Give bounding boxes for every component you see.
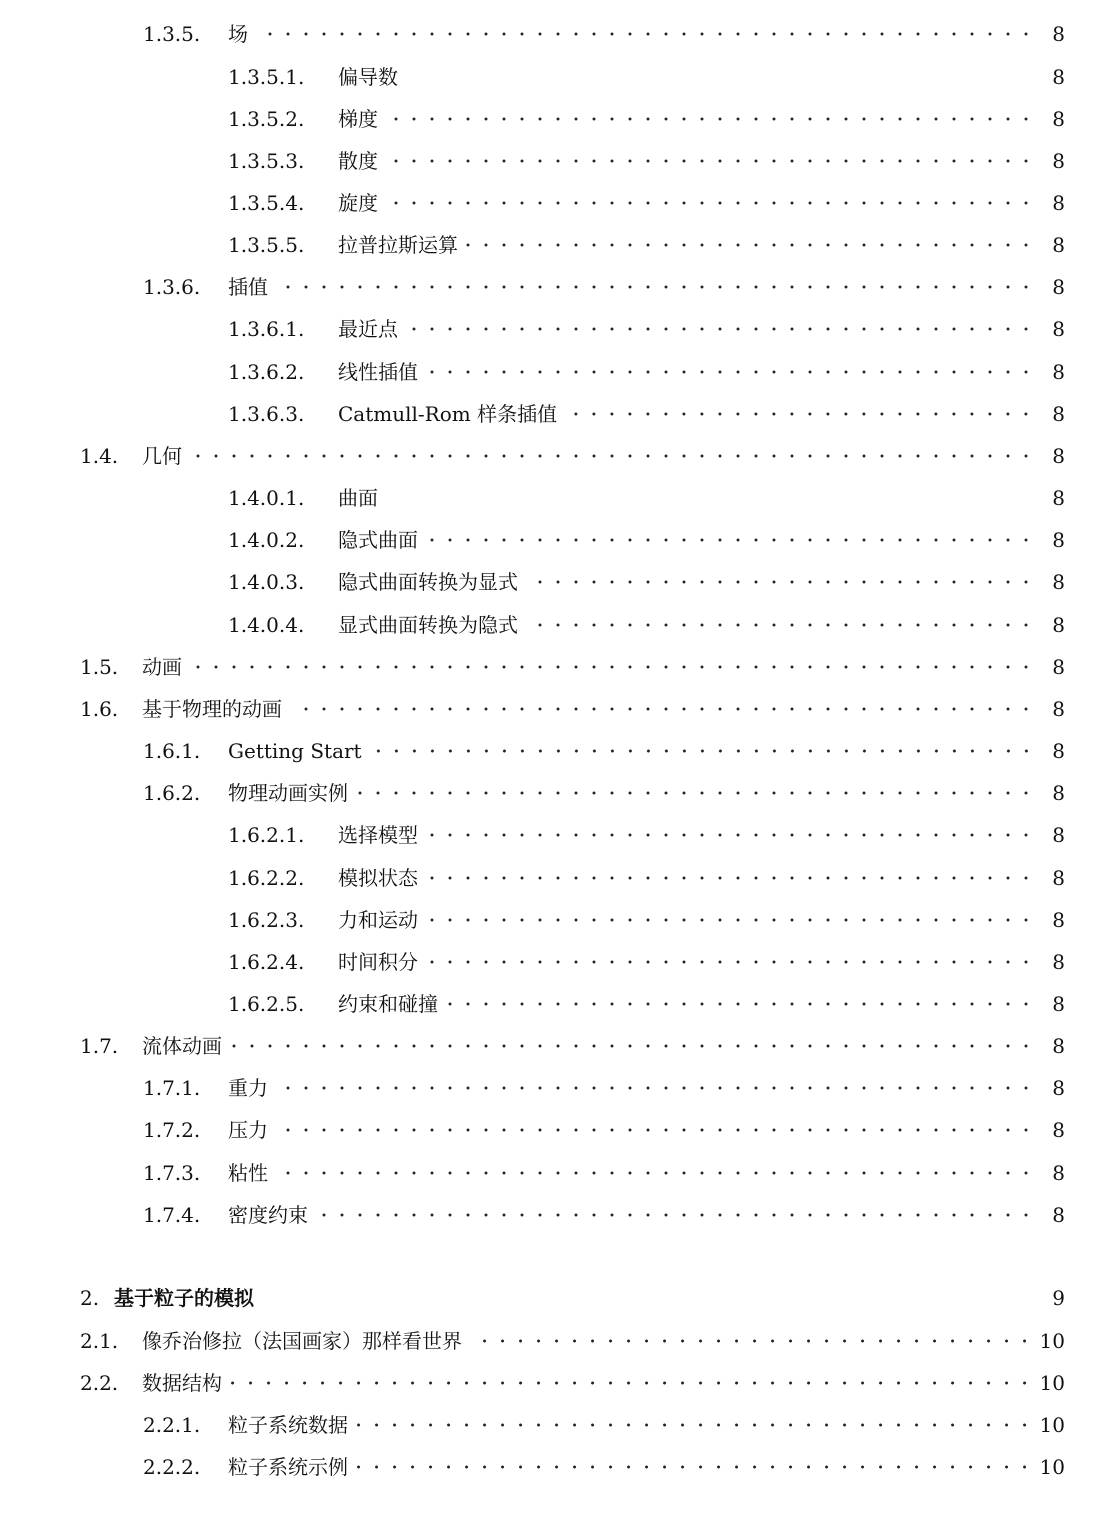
- dot-leader: [426, 524, 1035, 556]
- entry-page: 8: [1052, 402, 1065, 426]
- entry-number: 2.: [80, 1286, 100, 1310]
- toc-entry[interactable]: [228, 482, 1065, 514]
- toc-entry[interactable]: [228, 566, 1065, 598]
- entry-page: 8: [1052, 613, 1065, 637]
- entry-number: 1.4.: [80, 444, 119, 468]
- entry-number: 2.1.: [80, 1329, 119, 1353]
- entry-title: 重力: [228, 1076, 268, 1100]
- dot-leader: [230, 1030, 1035, 1062]
- entry-title: 基于粒子的模拟: [114, 1286, 254, 1310]
- toc-entry[interactable]: [143, 1409, 1065, 1441]
- toc-entry[interactable]: [228, 609, 1065, 641]
- entry-title: 力和运动: [338, 908, 418, 932]
- entry-number: 1.3.5.1.: [228, 65, 305, 89]
- entry-number: 1.4.0.3.: [228, 570, 305, 594]
- toc-entry[interactable]: [228, 524, 1065, 556]
- entry-number: 1.3.6.3.: [228, 402, 305, 426]
- entry-title: 旋度: [338, 191, 378, 215]
- entry-title: 拉普拉斯运算: [338, 233, 458, 257]
- entry-title: 数据结构: [142, 1371, 222, 1395]
- dot-leader: [446, 988, 1035, 1020]
- toc-entry[interactable]: [80, 651, 1065, 683]
- entry-number: 1.3.5.3.: [228, 149, 305, 173]
- entry-page: 8: [1052, 360, 1065, 384]
- dot-leader: [190, 440, 1035, 472]
- entry-number: 2.2.2.: [143, 1455, 201, 1479]
- entry-number: 1.3.6.1.: [228, 317, 305, 341]
- entry-page: 8: [1052, 444, 1065, 468]
- entry-title: 粘性: [228, 1161, 268, 1185]
- entry-number: 1.7.2.: [143, 1118, 201, 1142]
- dot-leader: [230, 1367, 1034, 1399]
- toc-entry[interactable]: [228, 229, 1065, 261]
- toc-entry[interactable]: [228, 103, 1065, 135]
- entry-page: 8: [1052, 655, 1065, 679]
- entry-page: 9: [1052, 1286, 1065, 1310]
- dot-leader: [526, 609, 1035, 641]
- entry-page: 8: [1052, 107, 1065, 131]
- toc-entry[interactable]: [80, 1367, 1065, 1399]
- entry-title: 场: [228, 22, 248, 46]
- entry-title: 流体动画: [142, 1034, 222, 1058]
- dot-leader: [406, 313, 1035, 345]
- toc-entry[interactable]: [228, 398, 1065, 430]
- toc-entry[interactable]: [80, 1325, 1065, 1357]
- dot-leader: [470, 1325, 1034, 1357]
- dot-leader: [466, 229, 1035, 261]
- entry-page: 8: [1052, 233, 1065, 257]
- toc-entry[interactable]: [228, 946, 1065, 978]
- toc-chapter-entry[interactable]: [80, 1282, 1065, 1314]
- entry-page: 8: [1052, 950, 1065, 974]
- toc-entry[interactable]: [80, 1030, 1065, 1062]
- entry-number: 1.3.5.: [143, 22, 201, 46]
- toc-entry[interactable]: [143, 1114, 1065, 1146]
- entry-title: Getting Start: [228, 739, 362, 763]
- entry-title: 线性插值: [338, 360, 418, 384]
- entry-page: 8: [1052, 191, 1065, 215]
- entry-number: 1.3.5.4.: [228, 191, 305, 215]
- entry-title: 压力: [228, 1118, 268, 1142]
- toc-entry[interactable]: [143, 777, 1065, 809]
- dot-leader: [386, 187, 1035, 219]
- entry-number: 1.6.: [80, 697, 119, 721]
- entry-title: 隐式曲面: [338, 528, 418, 552]
- toc-entry[interactable]: [80, 693, 1065, 725]
- entry-title: 密度约束: [228, 1203, 308, 1227]
- entry-number: 1.3.6.2.: [228, 360, 305, 384]
- dot-leader: [386, 103, 1035, 135]
- entry-number: 1.7.: [80, 1034, 119, 1058]
- dot-leader: [426, 356, 1035, 388]
- entry-page: 8: [1052, 486, 1065, 510]
- entry-title: Catmull-Rom 样条插值: [338, 402, 558, 426]
- dot-leader: [356, 777, 1035, 809]
- entry-page: 8: [1052, 275, 1065, 299]
- entry-page: 10: [1039, 1455, 1065, 1479]
- entry-number: 1.7.1.: [143, 1076, 201, 1100]
- entry-number: 1.7.4.: [143, 1203, 201, 1227]
- entry-number: 1.6.2.4.: [228, 950, 305, 974]
- entry-number: 1.3.5.2.: [228, 107, 305, 131]
- dot-leader: [370, 735, 1035, 767]
- entry-title: 偏导数: [338, 65, 398, 89]
- toc-entry[interactable]: [143, 1199, 1065, 1231]
- entry-number: 1.5.: [80, 655, 119, 679]
- entry-page: 8: [1052, 317, 1065, 341]
- entry-number: 1.6.2.3.: [228, 908, 305, 932]
- toc-entry[interactable]: [80, 440, 1065, 472]
- entry-title: 像乔治修拉（法国画家）那样看世界: [142, 1329, 462, 1353]
- entry-title: 粒子系统数据: [228, 1413, 348, 1437]
- dot-leader: [426, 946, 1035, 978]
- entry-title: 模拟状态: [338, 866, 418, 890]
- entry-page: 8: [1052, 22, 1065, 46]
- entry-number: 1.6.2.1.: [228, 823, 305, 847]
- entry-number: 1.4.0.1.: [228, 486, 305, 510]
- entry-title: 几何: [142, 444, 182, 468]
- entry-number: 1.6.2.2.: [228, 866, 305, 890]
- entry-page: 8: [1052, 570, 1065, 594]
- entry-page: 8: [1052, 908, 1065, 932]
- dot-leader: [356, 1409, 1034, 1441]
- entry-page: 8: [1052, 1203, 1065, 1227]
- dot-leader: [426, 904, 1035, 936]
- entry-number: 1.3.5.5.: [228, 233, 305, 257]
- dot-leader: [316, 1199, 1035, 1231]
- entry-page: 8: [1052, 781, 1065, 805]
- toc-entry[interactable]: [228, 61, 1065, 93]
- entry-page: 8: [1052, 65, 1065, 89]
- dot-leader: [276, 1114, 1035, 1146]
- entry-page: 8: [1052, 739, 1065, 763]
- toc-entry[interactable]: [143, 18, 1065, 50]
- toc-entry[interactable]: [228, 187, 1065, 219]
- entry-number: 2.2.: [80, 1371, 119, 1395]
- entry-number: 1.6.2.: [143, 781, 201, 805]
- toc-entry[interactable]: [143, 271, 1065, 303]
- entry-title: 插值: [228, 275, 268, 299]
- entry-page: 8: [1052, 866, 1065, 890]
- toc-entry[interactable]: [143, 1157, 1065, 1189]
- entry-page: 10: [1039, 1371, 1065, 1395]
- entry-title: 梯度: [338, 107, 378, 131]
- entry-number: 1.7.3.: [143, 1161, 201, 1185]
- entry-number: 1.4.0.4.: [228, 613, 305, 637]
- entry-page: 8: [1052, 1118, 1065, 1142]
- entry-page: 8: [1052, 1161, 1065, 1185]
- dot-leader: [426, 819, 1035, 851]
- entry-number: 2.2.1.: [143, 1413, 201, 1437]
- entry-title: 动画: [142, 655, 182, 679]
- entry-page: 8: [1052, 149, 1065, 173]
- toc-entry[interactable]: [143, 735, 1065, 767]
- entry-page: 8: [1052, 992, 1065, 1016]
- dot-leader: [356, 1451, 1034, 1483]
- entry-title: 粒子系统示例: [228, 1455, 348, 1479]
- toc-entry[interactable]: [143, 1072, 1065, 1104]
- dot-leader: [526, 566, 1035, 598]
- dot-leader: [190, 651, 1035, 683]
- entry-number: 1.6.2.5.: [228, 992, 305, 1016]
- entry-page: 8: [1052, 528, 1065, 552]
- dot-leader: [256, 18, 1035, 50]
- toc-entry[interactable]: [228, 862, 1065, 894]
- entry-title: 基于物理的动画: [142, 697, 282, 721]
- toc-entry[interactable]: [228, 819, 1065, 851]
- dot-leader: [276, 1157, 1035, 1189]
- entry-title: 曲面: [338, 486, 378, 510]
- toc-entry[interactable]: [228, 904, 1065, 936]
- entry-title: 时间积分: [338, 950, 418, 974]
- entry-title: 显式曲面转换为隐式: [338, 613, 518, 637]
- toc-entry[interactable]: [228, 313, 1065, 345]
- toc-entry[interactable]: [228, 988, 1065, 1020]
- dot-leader: [276, 1072, 1035, 1104]
- entry-page: 8: [1052, 1076, 1065, 1100]
- entry-title: 最近点: [338, 317, 398, 341]
- toc-entry[interactable]: [143, 1451, 1065, 1483]
- dot-leader: [386, 145, 1035, 177]
- entry-page: 10: [1039, 1329, 1065, 1353]
- dot-leader: [276, 271, 1035, 303]
- entry-page: 8: [1052, 697, 1065, 721]
- dot-leader: [426, 862, 1035, 894]
- entry-title: 物理动画实例: [228, 781, 348, 805]
- entry-title: 约束和碰撞: [338, 992, 438, 1016]
- entry-title: 散度: [338, 149, 378, 173]
- entry-page: 8: [1052, 1034, 1065, 1058]
- entry-number: 1.4.0.2.: [228, 528, 305, 552]
- dot-leader: [565, 398, 1035, 430]
- entry-title: 隐式曲面转换为显式: [338, 570, 518, 594]
- entry-number: 1.6.1.: [143, 739, 201, 763]
- entry-page: 10: [1039, 1413, 1065, 1437]
- entry-page: 8: [1052, 823, 1065, 847]
- entry-title: 选择模型: [338, 823, 418, 847]
- toc-entry[interactable]: [228, 145, 1065, 177]
- dot-leader: [290, 693, 1035, 725]
- toc-entry[interactable]: [228, 356, 1065, 388]
- entry-number: 1.3.6.: [143, 275, 201, 299]
